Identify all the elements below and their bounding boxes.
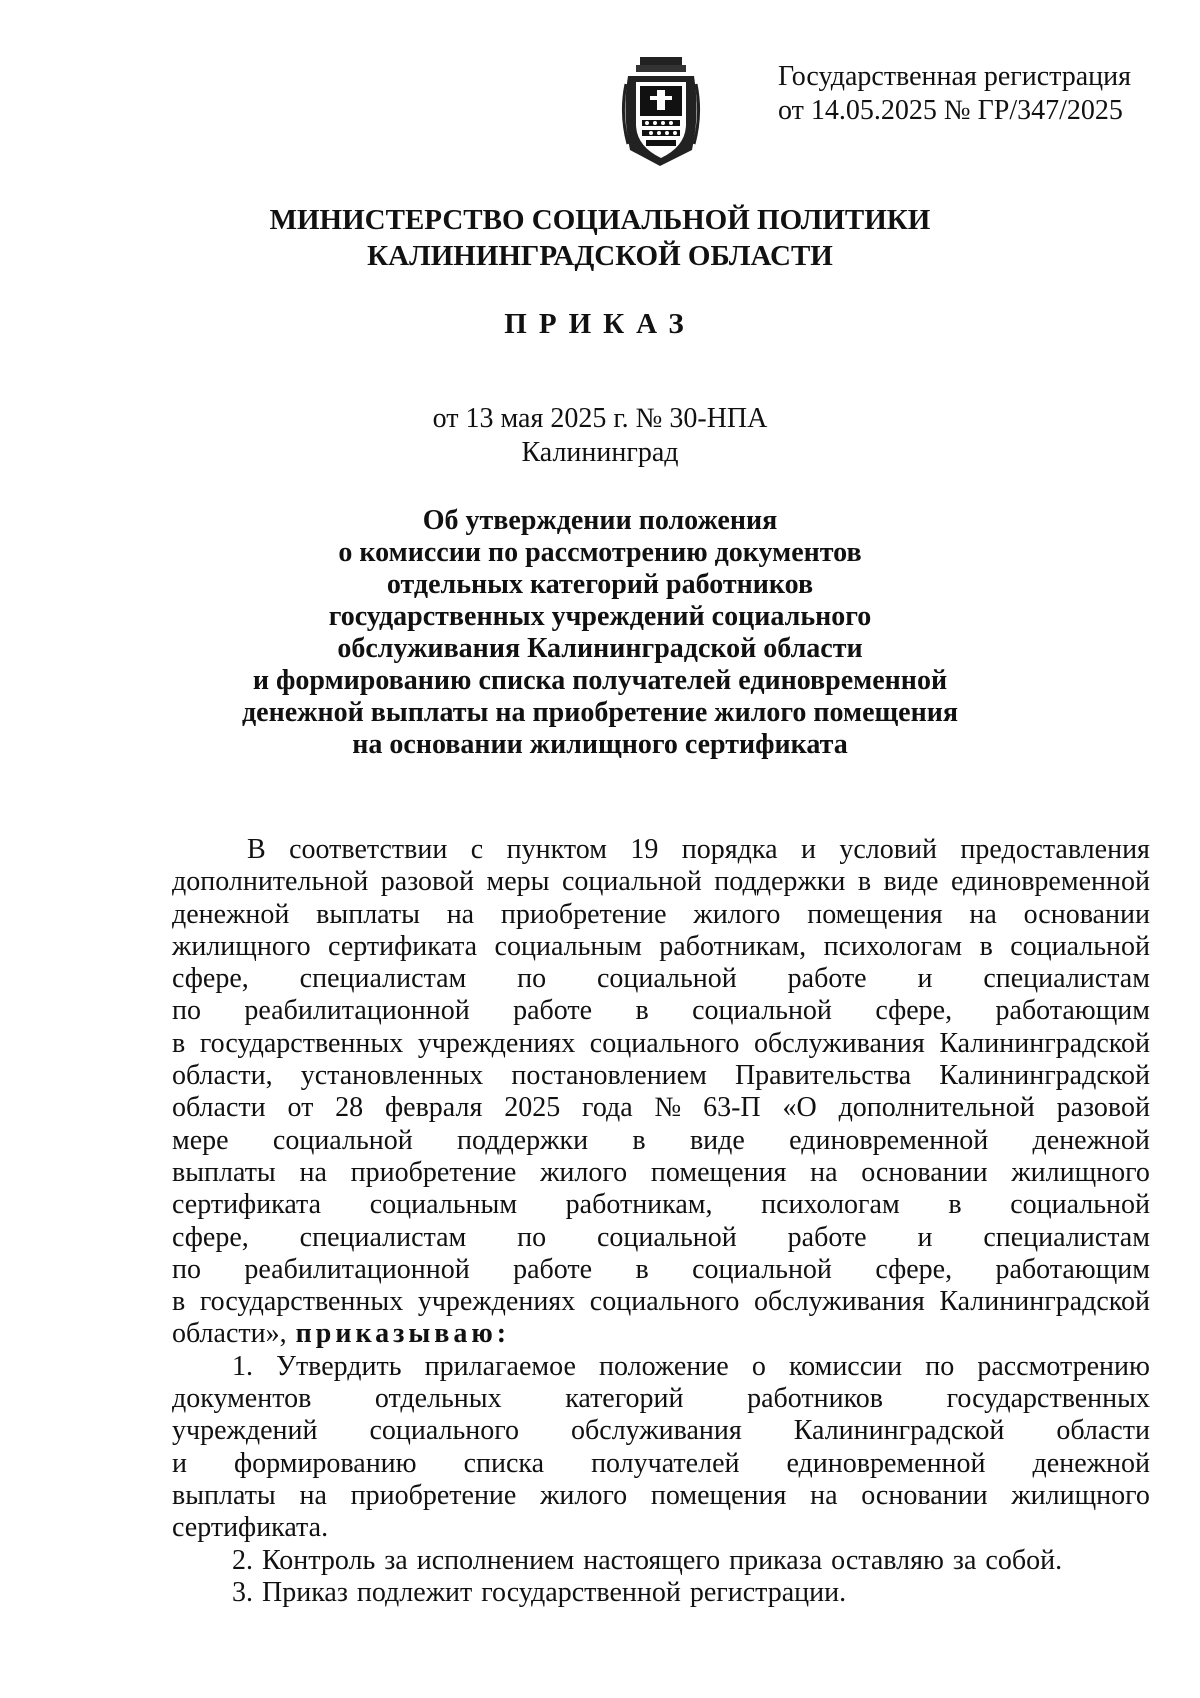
word: и xyxy=(917,1221,933,1253)
title-line: государственных учреждений социального xyxy=(328,601,872,632)
word: исполнением xyxy=(416,1544,575,1576)
word: учреждений xyxy=(172,1415,318,1447)
word: денежной xyxy=(1032,1447,1150,1479)
word: социальной xyxy=(692,995,832,1027)
word: сфере, xyxy=(172,1221,249,1253)
word: документов xyxy=(172,1383,312,1415)
preamble-line xyxy=(172,963,1150,995)
word: в xyxy=(948,1189,962,1221)
word: социальной xyxy=(272,1124,413,1156)
word: государственных xyxy=(199,1027,404,1059)
word: сертификата xyxy=(328,930,478,962)
word: по xyxy=(172,1253,201,1285)
word: государственных xyxy=(946,1383,1150,1415)
word: Калининградской xyxy=(939,1286,1150,1318)
preamble-last-line xyxy=(172,1318,1150,1350)
word: поддержки xyxy=(714,866,846,898)
word: мере xyxy=(172,1124,229,1156)
word: основании xyxy=(861,1156,988,1188)
word: в xyxy=(857,866,872,898)
word: денежной xyxy=(172,898,290,930)
item-1-line xyxy=(172,1480,1150,1512)
word: положение xyxy=(599,1350,729,1382)
word: прилагаемое xyxy=(424,1350,576,1382)
item-1-line xyxy=(172,1351,1150,1383)
word: собой. xyxy=(985,1544,1063,1576)
word: единовременной xyxy=(789,1124,989,1156)
word: на xyxy=(446,898,475,930)
word: виде xyxy=(883,866,939,898)
word: работе xyxy=(513,995,593,1027)
ministry-line-1: МИНИСТЕРСТВО СОЦИАЛЬНОЙ ПОЛИТИКИ xyxy=(269,204,931,236)
word: реабилитационной xyxy=(244,1253,470,1285)
item-1-last-line xyxy=(172,1512,1150,1544)
word: обслуживания xyxy=(571,1415,742,1447)
city: Калининград xyxy=(521,437,679,468)
word: сфере, xyxy=(172,963,249,995)
word: оставляю xyxy=(831,1544,944,1576)
word: государственных xyxy=(199,1286,404,1318)
word: жилого xyxy=(540,1156,628,1188)
word: Правительства xyxy=(734,1060,912,1092)
word: Калининградской xyxy=(939,1060,1150,1092)
word: отдельных xyxy=(374,1383,502,1415)
word: 1. xyxy=(232,1350,253,1382)
word: от xyxy=(287,1092,314,1124)
word: помещения xyxy=(650,1156,787,1188)
word: психологам xyxy=(761,1189,900,1221)
word: сертификата. xyxy=(172,1512,329,1544)
word: постановлением xyxy=(511,1060,707,1092)
word: жилищного xyxy=(1011,1479,1150,1511)
title-line: Об утверждении положения xyxy=(422,505,778,536)
word: пунктом xyxy=(506,834,607,865)
word: сертификата xyxy=(172,1189,322,1221)
word: на xyxy=(299,1479,327,1511)
preamble-line xyxy=(172,834,1150,866)
word: 3. xyxy=(232,1576,253,1608)
word: работникам, xyxy=(659,930,807,962)
title-line: обслуживания Калининградской области xyxy=(337,633,863,664)
ministry-name xyxy=(0,202,1200,274)
registration-line-2: от 14.05.2025 № ГР/347/2025 xyxy=(778,95,1123,126)
item-1-line xyxy=(172,1448,1150,1480)
word: социального xyxy=(589,1027,740,1059)
word: государственной xyxy=(481,1576,681,1608)
word: работе xyxy=(787,963,867,995)
word: и xyxy=(172,1447,187,1479)
item-3-line xyxy=(172,1577,1150,1609)
word: установленных xyxy=(300,1060,484,1092)
item-1-line xyxy=(172,1415,1150,1447)
title-line: и формированию списка получателей единовременной xyxy=(252,665,948,696)
word: в xyxy=(172,1286,186,1318)
ministry-line-2: КАЛИНИНГРАДСКОЙ ОБЛАСТИ xyxy=(367,240,833,272)
word: специалистам xyxy=(299,963,467,995)
preamble-line xyxy=(172,995,1150,1027)
word: и xyxy=(800,834,816,865)
word: работникам, xyxy=(565,1189,713,1221)
word: в xyxy=(979,930,993,962)
word: работе xyxy=(787,1221,867,1253)
word: приказа xyxy=(729,1544,823,1576)
word: подлежит xyxy=(356,1576,473,1608)
registration-stamp xyxy=(778,60,1178,128)
word: на xyxy=(969,898,997,930)
word: в xyxy=(635,1253,649,1285)
word: комиссии xyxy=(788,1350,903,1382)
word: социальной xyxy=(1010,1189,1150,1221)
word: рассмотрению xyxy=(977,1350,1150,1382)
word: социального xyxy=(369,1415,520,1447)
word: области xyxy=(172,1092,266,1124)
word: условий xyxy=(839,834,937,865)
word: за xyxy=(384,1544,408,1576)
word: основании xyxy=(1023,898,1150,930)
document-type-heading: ПРИКАЗ xyxy=(504,308,696,340)
word: предоставления xyxy=(960,834,1150,865)
preamble-last-text: области», xyxy=(172,1318,287,1350)
word: приобретение xyxy=(350,1156,517,1188)
registration-line-1: Государственная регистрация xyxy=(778,61,1131,92)
word: социальной xyxy=(692,1253,832,1285)
word: № xyxy=(654,1092,682,1124)
word: специалистам xyxy=(299,1221,467,1253)
word: жилого xyxy=(540,1479,628,1511)
word: по xyxy=(517,963,547,995)
word: основании xyxy=(861,1479,988,1511)
word: категорий xyxy=(565,1383,684,1415)
word: работе xyxy=(513,1253,593,1285)
title-line: на основании жилищного сертификата xyxy=(352,729,848,760)
word: поддержки xyxy=(457,1124,589,1156)
word: Калининградской xyxy=(939,1027,1150,1059)
item-1-line xyxy=(172,1383,1150,1415)
preamble-line xyxy=(172,866,1150,898)
preamble-line xyxy=(172,899,1150,931)
preamble-line xyxy=(172,1254,1150,1286)
word: жилищного xyxy=(1011,1156,1150,1188)
date-and-place xyxy=(0,402,1200,470)
word: Контроль xyxy=(262,1544,376,1576)
preamble-line xyxy=(172,1125,1150,1157)
word: в xyxy=(632,1124,646,1156)
word: приобретение xyxy=(350,1479,517,1511)
word: за xyxy=(952,1544,977,1576)
word: настоящего xyxy=(583,1544,721,1576)
word: о xyxy=(751,1350,766,1382)
word: по xyxy=(517,1221,547,1253)
word: выплаты xyxy=(172,1479,276,1511)
word: дополнительной xyxy=(172,866,369,898)
word: обслуживания xyxy=(753,1286,925,1318)
word: на xyxy=(810,1479,838,1511)
word: обслуживания xyxy=(753,1027,925,1059)
word: в xyxy=(172,1027,186,1059)
word: Приказ xyxy=(262,1576,348,1608)
word: сфере, xyxy=(875,995,953,1027)
word: выплаты xyxy=(316,898,420,930)
word: по xyxy=(172,995,201,1027)
preamble-line xyxy=(172,1157,1150,1189)
word: и xyxy=(917,963,933,995)
word: 63-П xyxy=(703,1092,761,1124)
word: области xyxy=(1056,1415,1150,1447)
document-title xyxy=(0,505,1200,761)
word: 28 xyxy=(335,1092,364,1124)
word: соответствии xyxy=(289,834,448,865)
word: учреждениях xyxy=(417,1027,576,1059)
date-number: от 13 мая 2025 г. № 30-НПА xyxy=(432,403,768,434)
preamble-line xyxy=(172,1060,1150,1092)
word: 2. xyxy=(232,1544,253,1576)
word: социальной xyxy=(596,1221,737,1253)
title-line: отдельных категорий работников xyxy=(386,569,814,600)
word: 19 xyxy=(630,834,659,865)
word: В xyxy=(247,834,266,865)
word: работников xyxy=(747,1383,883,1415)
title-line: денежной выплаты на приобретение жилого помещения xyxy=(241,697,959,728)
preamble-line xyxy=(172,931,1150,963)
word: с xyxy=(470,834,484,865)
preamble-line xyxy=(172,1092,1150,1124)
word: на xyxy=(810,1156,838,1188)
word: по xyxy=(925,1350,955,1382)
word: регистрации. xyxy=(689,1576,847,1608)
word: меры xyxy=(486,866,550,898)
word: учреждениях xyxy=(417,1286,576,1318)
word: Утвердить xyxy=(276,1350,402,1382)
word: социальной xyxy=(596,963,737,995)
word: помещения xyxy=(650,1479,787,1511)
word: психологам xyxy=(823,930,963,962)
order-word: приказываю: xyxy=(295,1318,511,1350)
word: единовременной xyxy=(786,1447,986,1479)
preamble-line xyxy=(172,1286,1150,1318)
word: 2025 xyxy=(504,1092,561,1124)
preamble-line xyxy=(172,1189,1150,1221)
word: социальной xyxy=(562,866,702,898)
word: разовой xyxy=(1056,1092,1150,1124)
coat-of-arms-emblem xyxy=(620,54,702,172)
word: социальным xyxy=(494,930,642,962)
word: формированию xyxy=(234,1447,417,1479)
word: «О xyxy=(782,1092,817,1124)
word: области, xyxy=(172,1060,273,1092)
word: списка xyxy=(463,1447,545,1479)
word: виде xyxy=(689,1124,745,1156)
word: получателей xyxy=(591,1447,740,1479)
word: дополнительной xyxy=(838,1092,1035,1124)
word: жилого xyxy=(693,898,781,930)
word: Калининградской xyxy=(793,1415,1005,1447)
word: в xyxy=(635,995,649,1027)
word: порядка xyxy=(681,834,778,865)
word: года xyxy=(582,1092,633,1124)
word: работающим xyxy=(995,1253,1150,1285)
word: единовременной xyxy=(950,866,1150,898)
word: сфере, xyxy=(875,1253,953,1285)
word: специалистам xyxy=(983,963,1150,995)
word: социальным xyxy=(369,1189,518,1221)
word: реабилитационной xyxy=(244,995,470,1027)
word: помещения xyxy=(807,898,943,930)
word: социальной xyxy=(1010,930,1150,962)
word: февраля xyxy=(385,1092,483,1124)
word: социального xyxy=(589,1286,740,1318)
document-body xyxy=(172,834,1150,1609)
word: приобретение xyxy=(500,898,667,930)
word: на xyxy=(299,1156,327,1188)
word: специалистам xyxy=(983,1221,1150,1253)
word: жилищного xyxy=(172,930,311,962)
preamble-line xyxy=(172,1222,1150,1254)
word: денежной xyxy=(1032,1124,1150,1156)
word: работающим xyxy=(995,995,1150,1027)
preamble-line xyxy=(172,1028,1150,1060)
title-line: о комиссии по рассмотрению документов xyxy=(338,537,862,568)
item-2-line xyxy=(172,1545,1150,1577)
word: выплаты xyxy=(172,1156,276,1188)
word: разовой xyxy=(380,866,475,898)
